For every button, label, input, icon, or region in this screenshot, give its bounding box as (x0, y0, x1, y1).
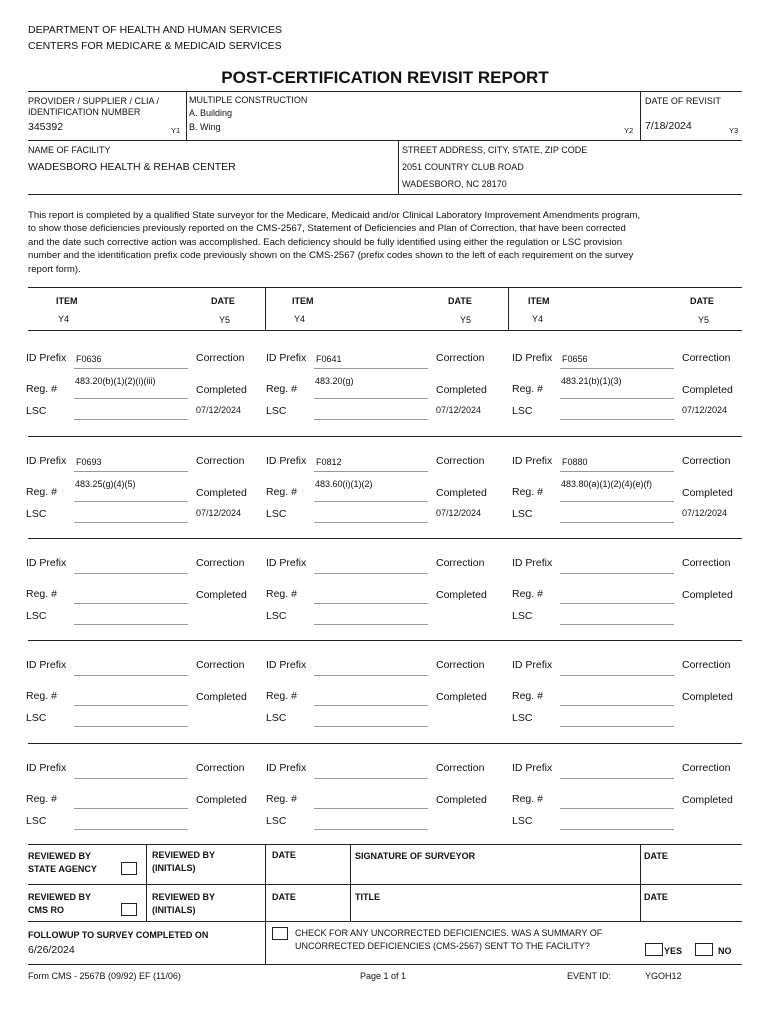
reg-number-label: Reg. # (26, 486, 57, 498)
lsc-label: LSC (266, 610, 287, 622)
title-label: TITLE (355, 892, 380, 902)
lsc-field[interactable] (560, 726, 674, 727)
reg-number-label: Reg. # (266, 588, 297, 600)
correction-label: Correction (196, 762, 245, 774)
reg-number-field[interactable] (560, 398, 674, 399)
no-label: NO (718, 946, 732, 956)
id-prefix-label: ID Prefix (26, 557, 67, 569)
lsc-field[interactable] (560, 419, 674, 420)
id-prefix-field[interactable] (314, 471, 428, 472)
reg-number-label: Reg. # (26, 690, 57, 702)
lsc-label: LSC (266, 815, 287, 827)
correction-label: Correction (196, 455, 245, 467)
lsc-label: LSC (26, 712, 47, 724)
correction-label: Correction (196, 659, 245, 671)
lsc-field[interactable] (314, 829, 428, 830)
correction-label: Correction (682, 659, 731, 671)
event-id-value: YGOH12 (645, 971, 682, 981)
completed-label: Completed (436, 794, 487, 806)
id-prefix-field[interactable] (74, 778, 188, 779)
lsc-label: LSC (26, 508, 47, 520)
correction-label: Correction (196, 352, 245, 364)
mid-rule (28, 140, 742, 141)
lsc-label: LSC (266, 405, 287, 417)
divider (186, 91, 187, 140)
completion-date: 07/12/2024 (436, 405, 482, 415)
id-prefix-value: F0880 (562, 457, 588, 467)
divider (508, 287, 509, 330)
lsc-field[interactable] (560, 829, 674, 830)
id-prefix-field[interactable] (560, 675, 674, 676)
id-prefix-label: ID Prefix (266, 557, 307, 569)
form-number: Form CMS - 2567B (09/92) EF (11/06) (28, 971, 181, 981)
reg-number-label: Reg. # (266, 793, 297, 805)
completed-label: Completed (196, 691, 247, 703)
provider-number: 345392 (28, 121, 64, 133)
completion-date: 07/12/2024 (436, 508, 482, 518)
correction-label: Correction (436, 352, 485, 364)
lsc-field[interactable] (74, 829, 188, 830)
lsc-field[interactable] (74, 419, 188, 420)
id-prefix-field[interactable] (560, 573, 674, 574)
reg-number-field[interactable] (314, 705, 428, 706)
id-prefix-label: ID Prefix (266, 762, 307, 774)
divider (146, 844, 147, 921)
divider (640, 844, 641, 921)
instructions-paragraph: This report is completed by a qualified State surveyor for the Medicare, Medicaid and/or Clinical Laboratory Improvement Amendments program, to show those deficiencies previously reported on the CMS-2567, Statement of Deficiencies and Plan of Correction, that have been corrected and the date such corrective action was accomplished. Each deficiency should be fully identified using either the regulation or LSC provision number and the identification prefix code previously shown on the CMS-2567 (prefix codes shown to the left of each requirement on the survey report form). (28, 210, 641, 275)
reg-number-label: Reg. # (266, 690, 297, 702)
reg-number-field[interactable] (74, 808, 188, 809)
id-prefix-label: ID Prefix (26, 455, 67, 467)
id-prefix-field[interactable] (314, 573, 428, 574)
bottom-table-rule (28, 964, 742, 965)
reviewed-by-initials-label: REVIEWED BY (152, 850, 216, 860)
y4-code: Y4 (294, 314, 306, 324)
page-number: Page 1 of 1 (360, 971, 407, 981)
state-agency-checkbox[interactable] (121, 862, 137, 875)
completion-date: 07/12/2024 (682, 508, 728, 518)
completed-label: Completed (436, 487, 487, 499)
completed-label: Completed (682, 589, 733, 601)
reg-number-value: 483.20(g) (315, 376, 354, 386)
id-prefix-value: F0636 (76, 354, 102, 364)
top-rule (28, 91, 742, 92)
lsc-field[interactable] (74, 624, 188, 625)
bottom-table-rule (28, 921, 742, 922)
id-prefix-label: ID Prefix (512, 352, 553, 364)
column-header-top-rule (28, 287, 742, 288)
id-prefix-value: F0812 (316, 457, 342, 467)
date-label: DATE (272, 850, 296, 860)
completion-date: 07/12/2024 (196, 508, 242, 518)
reg-number-field[interactable] (74, 398, 188, 399)
correction-label: Correction (196, 557, 245, 569)
correction-label: Correction (436, 659, 485, 671)
initials-label: (INITIALS) (152, 905, 196, 915)
signature-label: SIGNATURE OF SURVEYOR (355, 851, 476, 861)
divider (265, 844, 266, 964)
no-checkbox[interactable] (695, 943, 713, 956)
divider (350, 844, 351, 921)
bottom-table-rule (28, 844, 742, 845)
y4-code: Y4 (532, 314, 544, 324)
correction-label: Correction (436, 455, 485, 467)
completed-label: Completed (196, 487, 247, 499)
reg-number-field[interactable] (314, 808, 428, 809)
reg-number-label: Reg. # (26, 383, 57, 395)
followup-date: 6/26/2024 (28, 944, 75, 956)
correction-label: Correction (682, 352, 731, 364)
completed-label: Completed (682, 691, 733, 703)
item-header: ITEM (292, 296, 314, 306)
id-prefix-field[interactable] (314, 675, 428, 676)
id-prefix-label: ID Prefix (512, 455, 553, 467)
id-prefix-field[interactable] (314, 778, 428, 779)
provider-label: PROVIDER / SUPPLIER / CLIA / (28, 96, 160, 106)
reg-number-label: Reg. # (512, 793, 543, 805)
id-prefix-value: F0641 (316, 354, 342, 364)
id-prefix-label: ID Prefix (512, 762, 553, 774)
id-prefix-field[interactable] (74, 675, 188, 676)
completed-label: Completed (682, 487, 733, 499)
completed-label: Completed (196, 384, 247, 396)
lsc-label: LSC (266, 712, 287, 724)
correction-label: Correction (436, 557, 485, 569)
completion-date: 07/12/2024 (682, 405, 728, 415)
lsc-field[interactable] (74, 726, 188, 727)
reg-number-label: Reg. # (512, 690, 543, 702)
completed-label: Completed (682, 794, 733, 806)
id-prefix-field[interactable] (314, 368, 428, 369)
lsc-label: LSC (512, 712, 533, 724)
reg-number-field[interactable] (560, 603, 674, 604)
id-prefix-field[interactable] (560, 778, 674, 779)
address-label: STREET ADDRESS, CITY, STATE, ZIP CODE (402, 145, 588, 155)
lsc-field[interactable] (560, 522, 674, 523)
id-prefix-field[interactable] (74, 573, 188, 574)
address-street: 2051 COUNTRY CLUB ROAD (402, 162, 524, 172)
reg-number-value: 483.20(b)(1)(2)(i)(iii) (75, 376, 156, 386)
reg-number-value: 483.25(g)(4)(5) (75, 479, 136, 489)
correction-label: Correction (436, 762, 485, 774)
row-separator (28, 538, 742, 539)
date-label: DATE (644, 892, 668, 902)
id-prefix-field[interactable] (560, 368, 674, 369)
divider (398, 140, 399, 194)
row-separator (28, 743, 742, 744)
lsc-label: LSC (512, 815, 533, 827)
id-prefix-label: ID Prefix (266, 352, 307, 364)
completed-label: Completed (436, 691, 487, 703)
y3-code: Y3 (729, 126, 739, 135)
reg-number-value: 483.60(i)(1)(2) (315, 479, 373, 489)
form-title: POST-CERTIFICATION REVISIT REPORT (221, 68, 549, 87)
state-agency-label: STATE AGENCY (28, 864, 97, 874)
id-prefix-field[interactable] (74, 471, 188, 472)
completed-label: Completed (196, 794, 247, 806)
reg-number-field[interactable] (74, 705, 188, 706)
agency-name: CENTERS FOR MEDICARE & MEDICAID SERVICES (28, 40, 282, 52)
correction-label: Correction (682, 762, 731, 774)
reg-number-value: 483.21(b)(1)(3) (561, 376, 622, 386)
bottom-table-rule (28, 884, 742, 885)
y1-code: Y1 (171, 126, 181, 135)
date-label: DATE (272, 892, 296, 902)
reg-number-field[interactable] (314, 398, 428, 399)
id-prefix-label: ID Prefix (26, 352, 67, 364)
y5-code: Y5 (219, 315, 231, 325)
reviewed-by-initials-label: REVIEWED BY (152, 892, 216, 902)
facility-name-value: WADESBORO HEALTH & REHAB CENTER (28, 161, 236, 173)
lsc-label: LSC (26, 405, 47, 417)
reg-number-label: Reg. # (512, 588, 543, 600)
correction-label: Correction (682, 455, 731, 467)
reg-number-label: Reg. # (26, 793, 57, 805)
date-header: DATE (448, 296, 472, 306)
row-separator (28, 640, 742, 641)
lsc-label: LSC (512, 610, 533, 622)
lsc-label: LSC (26, 815, 47, 827)
reg-number-field[interactable] (74, 603, 188, 604)
row-separator (28, 436, 742, 437)
lsc-label: LSC (266, 508, 287, 520)
y2-code: Y2 (624, 126, 634, 135)
lsc-field[interactable] (314, 726, 428, 727)
yes-checkbox[interactable] (645, 943, 663, 956)
lsc-label: LSC (512, 508, 533, 520)
divider (265, 287, 266, 330)
wing-label: B. Wing (189, 122, 221, 132)
reg-number-label: Reg. # (512, 486, 543, 498)
id-prefix-field[interactable] (560, 471, 674, 472)
id-prefix-value: F0693 (76, 457, 102, 467)
reg-number-field[interactable] (560, 705, 674, 706)
reg-number-field[interactable] (314, 603, 428, 604)
reviewed-by-state-label: REVIEWED BY (28, 851, 92, 861)
followup-label: FOLLOWUP TO SURVEY COMPLETED ON (28, 930, 209, 940)
id-prefix-field[interactable] (74, 368, 188, 369)
reg-number-label: Reg. # (26, 588, 57, 600)
uncorrected-checkbox[interactable] (272, 927, 288, 940)
cms-ro-label: CMS RO (28, 905, 64, 915)
y5-code: Y5 (698, 315, 710, 325)
id-prefix-value: F0656 (562, 354, 588, 364)
reg-number-label: Reg. # (512, 383, 543, 395)
department-name: DEPARTMENT OF HEALTH AND HUMAN SERVICES (28, 24, 282, 36)
date-label: DATE (644, 851, 668, 861)
reg-number-value: 483.80(a)(1)(2)(4)(e)(f) (561, 479, 653, 489)
provider-label-2: IDENTIFICATION NUMBER (28, 107, 141, 117)
completed-label: Completed (436, 589, 487, 601)
event-id-label: EVENT ID: (567, 971, 611, 981)
reviewed-by-cms-label: REVIEWED BY (28, 892, 92, 902)
building-label: A. Building (189, 108, 233, 118)
reg-number-field[interactable] (74, 501, 188, 502)
id-prefix-label: ID Prefix (266, 455, 307, 467)
reg-number-label: Reg. # (266, 486, 297, 498)
id-prefix-label: ID Prefix (512, 557, 553, 569)
item-header: ITEM (56, 296, 78, 306)
date-of-revisit-label: DATE OF REVISIT (645, 96, 721, 106)
reg-number-field[interactable] (314, 501, 428, 502)
column-header-bottom-rule (28, 330, 742, 331)
lsc-label: LSC (512, 405, 533, 417)
multiple-construction-label: MULTIPLE CONSTRUCTION (189, 95, 308, 105)
initials-label: (INITIALS) (152, 863, 196, 873)
lsc-field[interactable] (314, 522, 428, 523)
y5-code: Y5 (460, 315, 472, 325)
reg-number-label: Reg. # (266, 383, 297, 395)
item-header: ITEM (528, 296, 550, 306)
completed-label: Completed (196, 589, 247, 601)
lsc-field[interactable] (560, 624, 674, 625)
id-prefix-label: ID Prefix (512, 659, 553, 671)
y4-code: Y4 (58, 314, 70, 324)
lsc-field[interactable] (314, 624, 428, 625)
lsc-label: LSC (26, 610, 47, 622)
yes-label: YES (664, 946, 683, 956)
completed-label: Completed (436, 384, 487, 396)
correction-label: Correction (682, 557, 731, 569)
lsc-field[interactable] (314, 419, 428, 420)
uncorrected-question: CHECK FOR ANY UNCORRECTED DEFICIENCIES. WAS A SUMMARY OF (295, 928, 603, 938)
id-prefix-label: ID Prefix (26, 762, 67, 774)
date-header: DATE (690, 296, 714, 306)
date-of-revisit-value: 7/18/2024 (645, 120, 692, 132)
top-table-bottom-rule (28, 194, 742, 195)
completion-date: 07/12/2024 (196, 405, 242, 415)
completed-label: Completed (682, 384, 733, 396)
facility-name-label: NAME OF FACILITY (28, 145, 111, 155)
reg-number-field[interactable] (560, 808, 674, 809)
id-prefix-label: ID Prefix (26, 659, 67, 671)
lsc-field[interactable] (74, 522, 188, 523)
date-header: DATE (211, 296, 235, 306)
reg-number-field[interactable] (560, 501, 674, 502)
uncorrected-question-2: UNCORRECTED DEFICIENCIES (CMS-2567) SENT TO THE FACILITY? (295, 941, 590, 951)
cms-ro-checkbox[interactable] (121, 903, 137, 916)
id-prefix-label: ID Prefix (266, 659, 307, 671)
address-city: WADESBORO, NC 28170 (402, 179, 507, 189)
divider (640, 91, 641, 140)
